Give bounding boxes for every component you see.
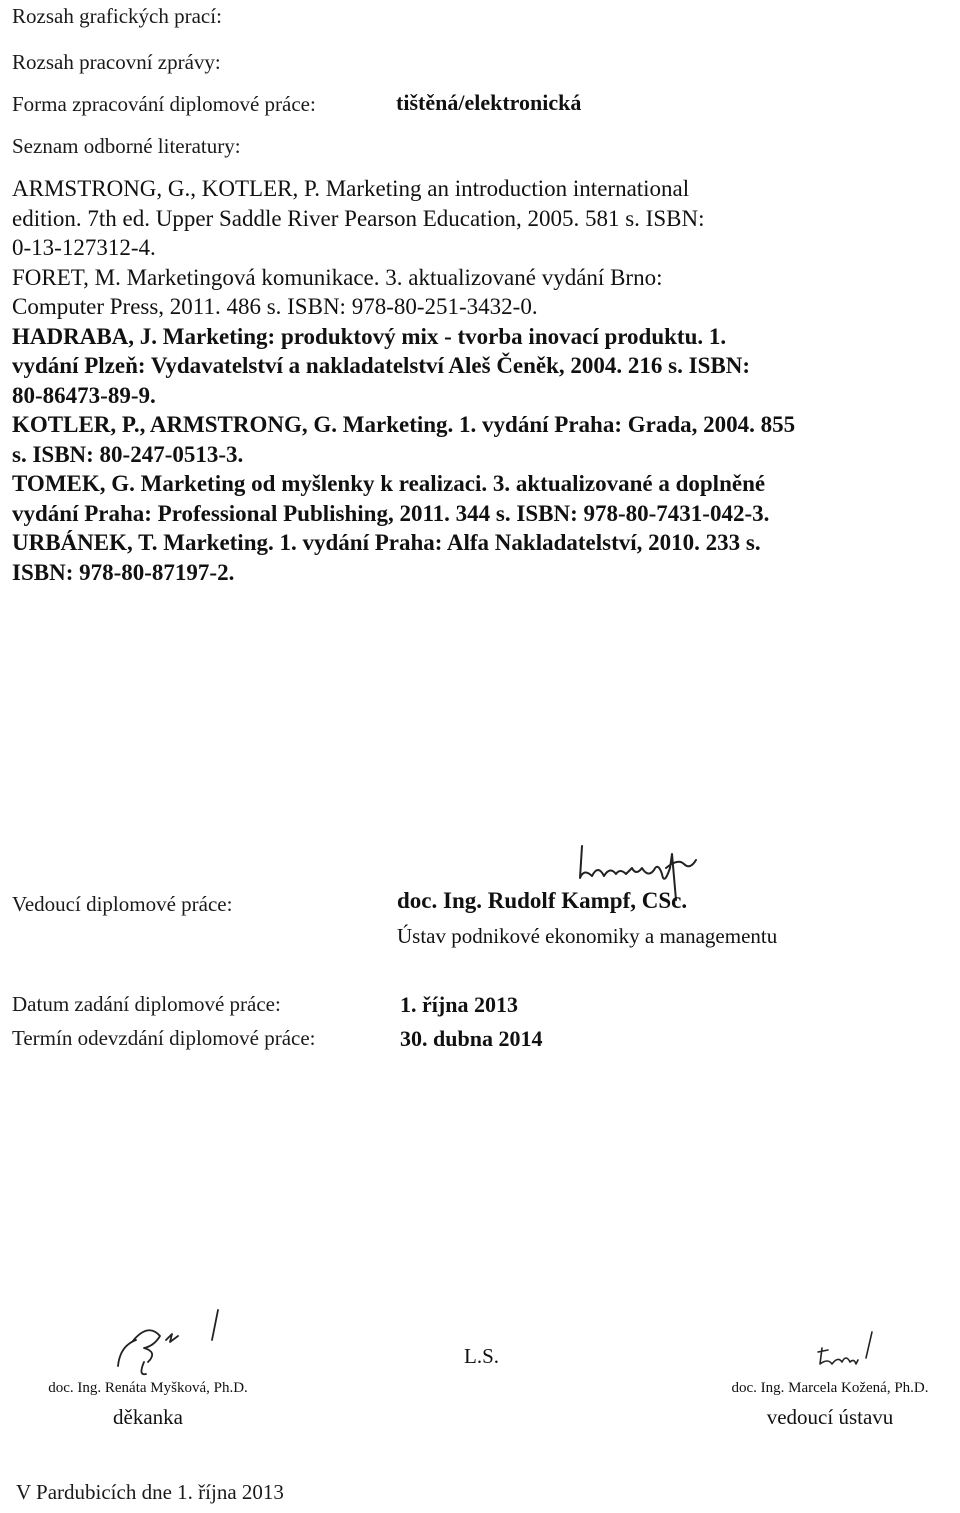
head-signature bbox=[810, 1328, 900, 1374]
form-label: Forma zpracování diplomové práce: bbox=[12, 92, 316, 116]
dean-signature bbox=[108, 1296, 248, 1376]
references-list bbox=[12, 174, 952, 587]
dean-role: děkanka bbox=[113, 1405, 183, 1429]
place-date: V Pardubicích dne 1. října 2013 bbox=[16, 1480, 284, 1504]
head-role: vedoucí ústavu bbox=[766, 1405, 894, 1429]
reference-line: s. ISBN: 80-247-0513-3. bbox=[12, 441, 244, 467]
reference-line: vydání Praha: Professional Publishing, 2011. 344 s. ISBN: 978-80-7431-042-3. bbox=[12, 500, 770, 526]
reference-line: Computer Press, 2011. 486 s. ISBN: 978-80-251-3432-0. bbox=[12, 294, 538, 319]
reference-line: edition. 7th ed. Upper Saddle River Pearson Education, 2005. 581 s. ISBN: bbox=[12, 205, 705, 231]
reference-line: ISBN: 978-80-87197-2. bbox=[12, 559, 235, 585]
seal-mark: L.S. bbox=[464, 1344, 500, 1368]
assigned-date-label: Datum zadání diplomové práce: bbox=[12, 992, 281, 1016]
reference-line: URBÁNEK, T. Marketing. 1. vydání Praha: Alfa Nakladatelství, 2010. 233 s. bbox=[12, 530, 761, 555]
supervisor-institute: Ústav podnikové ekonomiky a managementu bbox=[397, 924, 778, 948]
report-scope-label: Rozsah pracovní zprávy: bbox=[12, 50, 221, 74]
reference-line: ARMSTRONG, G., KOTLER, P. Marketing an introduction international bbox=[12, 176, 690, 201]
form-value: tištěná/elektronická bbox=[396, 90, 582, 115]
reference-line: 80-86473-89-9. bbox=[12, 382, 156, 408]
reference-line: vydání Plzeň: Vydavatelství a nakladatelství Aleš Čeněk, 2004. 216 s. ISBN: bbox=[12, 353, 750, 378]
supervisor-label: Vedoucí diplomové práce: bbox=[12, 892, 233, 916]
reference-line: HADRABA, J. Marketing: produktový mix - tvorba inovací produktu. 1. bbox=[12, 323, 727, 349]
reference-line: FORET, M. Marketingová komunikace. 3. aktualizované vydání Brno: bbox=[12, 264, 663, 290]
graphics-scope-label: Rozsah grafických prací: bbox=[12, 4, 222, 28]
due-date-value: 30. dubna 2014 bbox=[400, 1026, 543, 1051]
reference-line: 0-13-127312-4. bbox=[12, 235, 156, 260]
reference-line: TOMEK, G. Marketing od myšlenky k realizaci. 3. aktualizované a doplněné bbox=[12, 471, 766, 496]
dean-signature-block bbox=[12, 1380, 284, 1430]
supervisor-name: doc. Ing. Rudolf Kampf, CSc. bbox=[397, 888, 688, 913]
due-date-label: Termín odevzdání diplomové práce: bbox=[12, 1026, 316, 1050]
head-signature-block bbox=[704, 1380, 956, 1430]
reference-line: KOTLER, P., ARMSTRONG, G. Marketing. 1. vydání Praha: Grada, 2004. 855 bbox=[12, 412, 796, 437]
assigned-date-value: 1. října 2013 bbox=[400, 992, 518, 1017]
head-name: doc. Ing. Marcela Kožená, Ph.D. bbox=[731, 1380, 929, 1396]
dean-name: doc. Ing. Renáta Myšková, Ph.D. bbox=[48, 1380, 248, 1396]
literature-label: Seznam odborné literatury: bbox=[12, 134, 241, 158]
